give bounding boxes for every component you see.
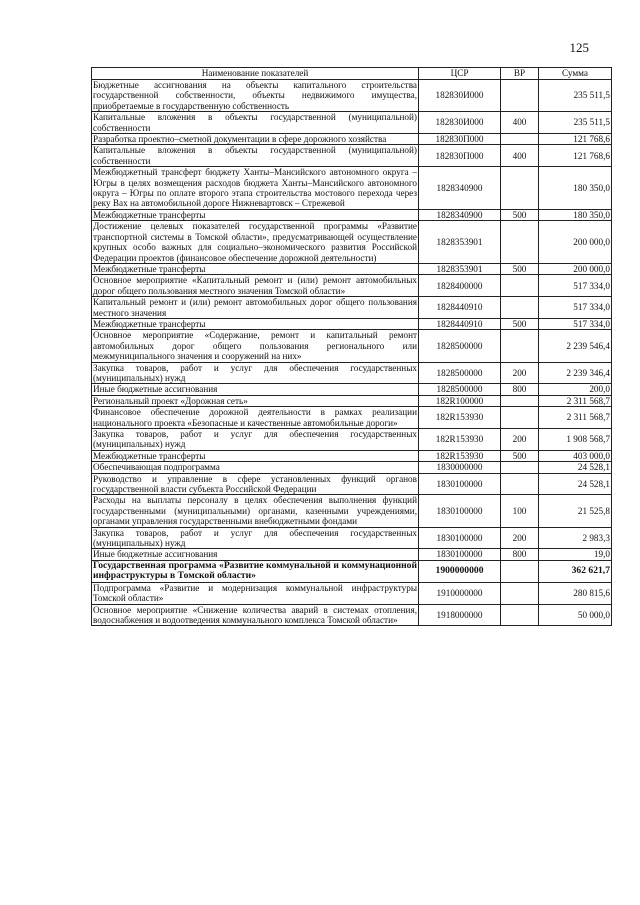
row-csr: 1828440910	[419, 318, 501, 329]
row-csr: 182R153930	[419, 407, 501, 429]
row-csr: 182R153930	[419, 429, 501, 451]
table-row	[92, 134, 612, 145]
row-vr: 500	[501, 209, 539, 220]
row-vr	[501, 330, 539, 362]
row-name: Расходы на выплаты персоналу в целях обеспечения выполнения функций государственными (муниципальными) органами, казенными учреждениями, органами управления государственными внебюджетными фондами	[93, 495, 417, 527]
row-csr: 182830П000	[419, 145, 501, 167]
row-csr: 1828400000	[419, 275, 501, 297]
row-name: Руководство и управление в сфере установленных функций органов государственной власти субъекта Российской Федерации	[93, 473, 417, 495]
row-csr: 1830100000	[419, 527, 501, 549]
row-name: Достижение целевых показателей государственной программы «Развитие транспортной системы в Томской области», предусматривающей осуществление крупных особо важных для социально–экономического развития Российской Федерации проектов (финансовое обеспечение дорожной деятельности)	[93, 221, 417, 263]
row-sum: 2 239 546,4	[539, 330, 612, 362]
row-sum: 121 768,6	[539, 145, 612, 167]
row-vr: 100	[501, 495, 539, 527]
table-row	[92, 495, 612, 527]
row-sum: 2 239 346,4	[539, 362, 612, 384]
row-csr: 182830И000	[419, 112, 501, 134]
row-name: Капитальный ремонт и (или) ремонт автомобильных дорог общего пользования местного значения	[93, 297, 417, 318]
row-sum: 200 000,0	[539, 221, 612, 264]
header-vr: ВР	[501, 68, 539, 80]
table-row	[92, 275, 612, 297]
row-name: Государственная программа «Развитие коммунальной и коммунационной инфраструктуры в Томской области»	[93, 559, 417, 582]
row-sum: 1 908 568,7	[539, 429, 612, 451]
row-csr: 182R100000	[419, 395, 501, 406]
row-csr: 182830П000	[419, 134, 501, 145]
table-row	[92, 330, 612, 362]
row-sum: 19,0	[539, 549, 612, 560]
row-csr: 1830100000	[419, 495, 501, 527]
table-row	[92, 429, 612, 451]
table-row	[92, 582, 612, 604]
header-csr: ЦСР	[419, 68, 501, 80]
row-vr	[501, 221, 539, 264]
row-name: Капитальные вложения в объекты государственной (муниципальной) собственности	[93, 145, 417, 166]
row-sum: 2 311 568,7	[539, 395, 612, 406]
row-vr: 800	[501, 549, 539, 560]
table-row	[92, 384, 612, 395]
row-vr	[501, 80, 539, 112]
header-name: Наименование показателей	[92, 68, 419, 80]
row-csr: 182R153930	[419, 450, 501, 461]
table-row	[92, 297, 612, 319]
row-csr: 1910000000	[419, 582, 501, 604]
row-name: Основное мероприятие «Капитальный ремонт и (или) ремонт автомобильных дорог общего пользования местного значения Томской области»	[93, 275, 417, 296]
row-csr: 1828440910	[419, 297, 501, 319]
row-csr: 1828340900	[419, 167, 501, 210]
row-name: Межбюджетные трансферты	[92, 318, 419, 329]
row-vr	[501, 473, 539, 495]
row-vr	[501, 604, 539, 626]
row-sum: 180 350,0	[539, 167, 612, 210]
row-name: Межбюджетные трансферты	[92, 450, 419, 461]
row-name: Закупка товаров, работ и услуг для обеспечения государственных (муниципальных) нужд	[93, 429, 417, 450]
row-name: Закупка товаров, работ и услуг для обеспечения государственных (муниципальных) нужд	[93, 362, 417, 383]
table-row	[92, 209, 612, 220]
row-name: Финансовое обеспечение дорожной деятельности в рамках реализации национального проекта «Безопасные и качественные автомобильные дороги»	[93, 407, 417, 428]
row-vr: 500	[501, 450, 539, 461]
table-row	[92, 145, 612, 167]
row-name: Подпрограмма «Развитие и модернизация коммунальной инфраструктуры Томской области»	[93, 582, 417, 604]
table-row	[92, 112, 612, 134]
row-vr	[501, 462, 539, 473]
row-name: Межбюджетный трансферт бюджету Ханты–Мансийского автономного округа – Югры в целях возмещения расходов бюджета Ханты–Мансийского автономного округа – Югры по оплате второго этапа строительства мостового перехода через реку Вах на автомобильной дороге Нижневартовск – Стрежевой	[93, 167, 417, 209]
row-name: Региональный проект «Дорожная сеть»	[92, 395, 419, 406]
row-vr: 800	[501, 384, 539, 395]
row-sum: 517 334,0	[539, 318, 612, 329]
table-row	[92, 473, 612, 495]
row-sum: 180 350,0	[539, 209, 612, 220]
row-csr: 1828500000	[419, 330, 501, 362]
table-row	[92, 318, 612, 329]
row-name: Обеспечивающая подпрограмма	[92, 462, 419, 473]
row-vr	[501, 297, 539, 319]
row-vr	[501, 134, 539, 145]
row-name: Капитальные вложения в объекты государственной (муниципальной) собственности	[93, 112, 417, 133]
row-csr: 1830000000	[419, 462, 501, 473]
row-name: Иные бюджетные ассигнования	[92, 549, 419, 560]
row-sum: 24 528,1	[539, 473, 612, 495]
row-sum: 121 768,6	[539, 134, 612, 145]
row-sum: 200,0	[539, 384, 612, 395]
row-sum: 517 334,0	[539, 275, 612, 297]
table-row	[92, 604, 612, 626]
row-sum: 517 334,0	[539, 297, 612, 319]
table-row	[92, 362, 612, 384]
row-csr: 182830И000	[419, 80, 501, 112]
table-row	[92, 560, 612, 582]
row-vr: 400	[501, 112, 539, 134]
row-vr	[501, 560, 539, 582]
row-sum: 362 621,7	[539, 560, 612, 582]
table-row	[92, 221, 612, 264]
row-sum: 235 511,5	[539, 80, 612, 112]
row-sum: 403 000,0	[539, 450, 612, 461]
row-vr	[501, 582, 539, 604]
row-csr: 1828340900	[419, 209, 501, 220]
table-row	[92, 527, 612, 549]
row-vr: 500	[501, 318, 539, 329]
table-row	[92, 407, 612, 429]
row-csr: 1830100000	[419, 473, 501, 495]
row-name: Основное мероприятие «Снижение количества аварий в системах отопления, водоснабжения и водоотведения коммунального комплекса Томской области»	[93, 604, 417, 625]
budget-table	[91, 67, 612, 626]
row-csr: 1900000000	[419, 560, 501, 582]
table-row	[92, 450, 612, 461]
row-name: Закупка товаров, работ и услуг для обеспечения государственных (муниципальных) нужд	[93, 527, 417, 549]
row-name: Основное мероприятие «Содержание, ремонт и капитальный ремонт автомобильных дорог общего пользования регионального или межмуниципального значения и сооружений на них»	[93, 330, 417, 362]
row-vr: 500	[501, 263, 539, 274]
table-row	[92, 80, 612, 112]
row-vr: 200	[501, 527, 539, 549]
row-sum: 200 000,0	[539, 263, 612, 274]
row-sum: 2 983,3	[539, 527, 612, 549]
table-body	[92, 80, 612, 626]
row-vr	[501, 407, 539, 429]
row-csr: 1828500000	[419, 384, 501, 395]
row-vr: 400	[501, 145, 539, 167]
table-header-row	[92, 68, 612, 80]
row-vr: 200	[501, 429, 539, 451]
page-number: 125	[569, 40, 589, 55]
row-sum: 2 311 568,7	[539, 407, 612, 429]
row-sum: 280 815,6	[539, 582, 612, 604]
row-csr: 1828500000	[419, 362, 501, 384]
row-name: Межбюджетные трансферты	[92, 263, 419, 274]
row-csr: 1828353901	[419, 221, 501, 264]
row-csr: 1830100000	[419, 549, 501, 560]
row-vr	[501, 275, 539, 297]
row-name: Бюджетные ассигнования на объекты капитального строительства государственной собственности, объекты недвижимого имущества, приобретаемые в государственную собственность	[93, 80, 417, 111]
row-sum: 50 000,0	[539, 604, 612, 626]
table-row	[92, 263, 612, 274]
row-name: Разработка проектно–сметной документации в сфере дорожного хозяйства	[92, 134, 419, 145]
table-row	[92, 167, 612, 210]
row-vr: 200	[501, 362, 539, 384]
row-vr	[501, 395, 539, 406]
table-row	[92, 549, 612, 560]
row-name: Иные бюджетные ассигнования	[92, 384, 419, 395]
row-sum: 24 528,1	[539, 462, 612, 473]
header-sum: Сумма	[539, 68, 612, 80]
row-sum: 21 525,8	[539, 495, 612, 527]
table-row	[92, 462, 612, 473]
row-csr: 1918000000	[419, 604, 501, 626]
row-vr	[501, 167, 539, 210]
row-name: Межбюджетные трансферты	[92, 209, 419, 220]
table-row	[92, 395, 612, 406]
row-sum: 235 511,5	[539, 112, 612, 134]
row-csr: 1828353901	[419, 263, 501, 274]
